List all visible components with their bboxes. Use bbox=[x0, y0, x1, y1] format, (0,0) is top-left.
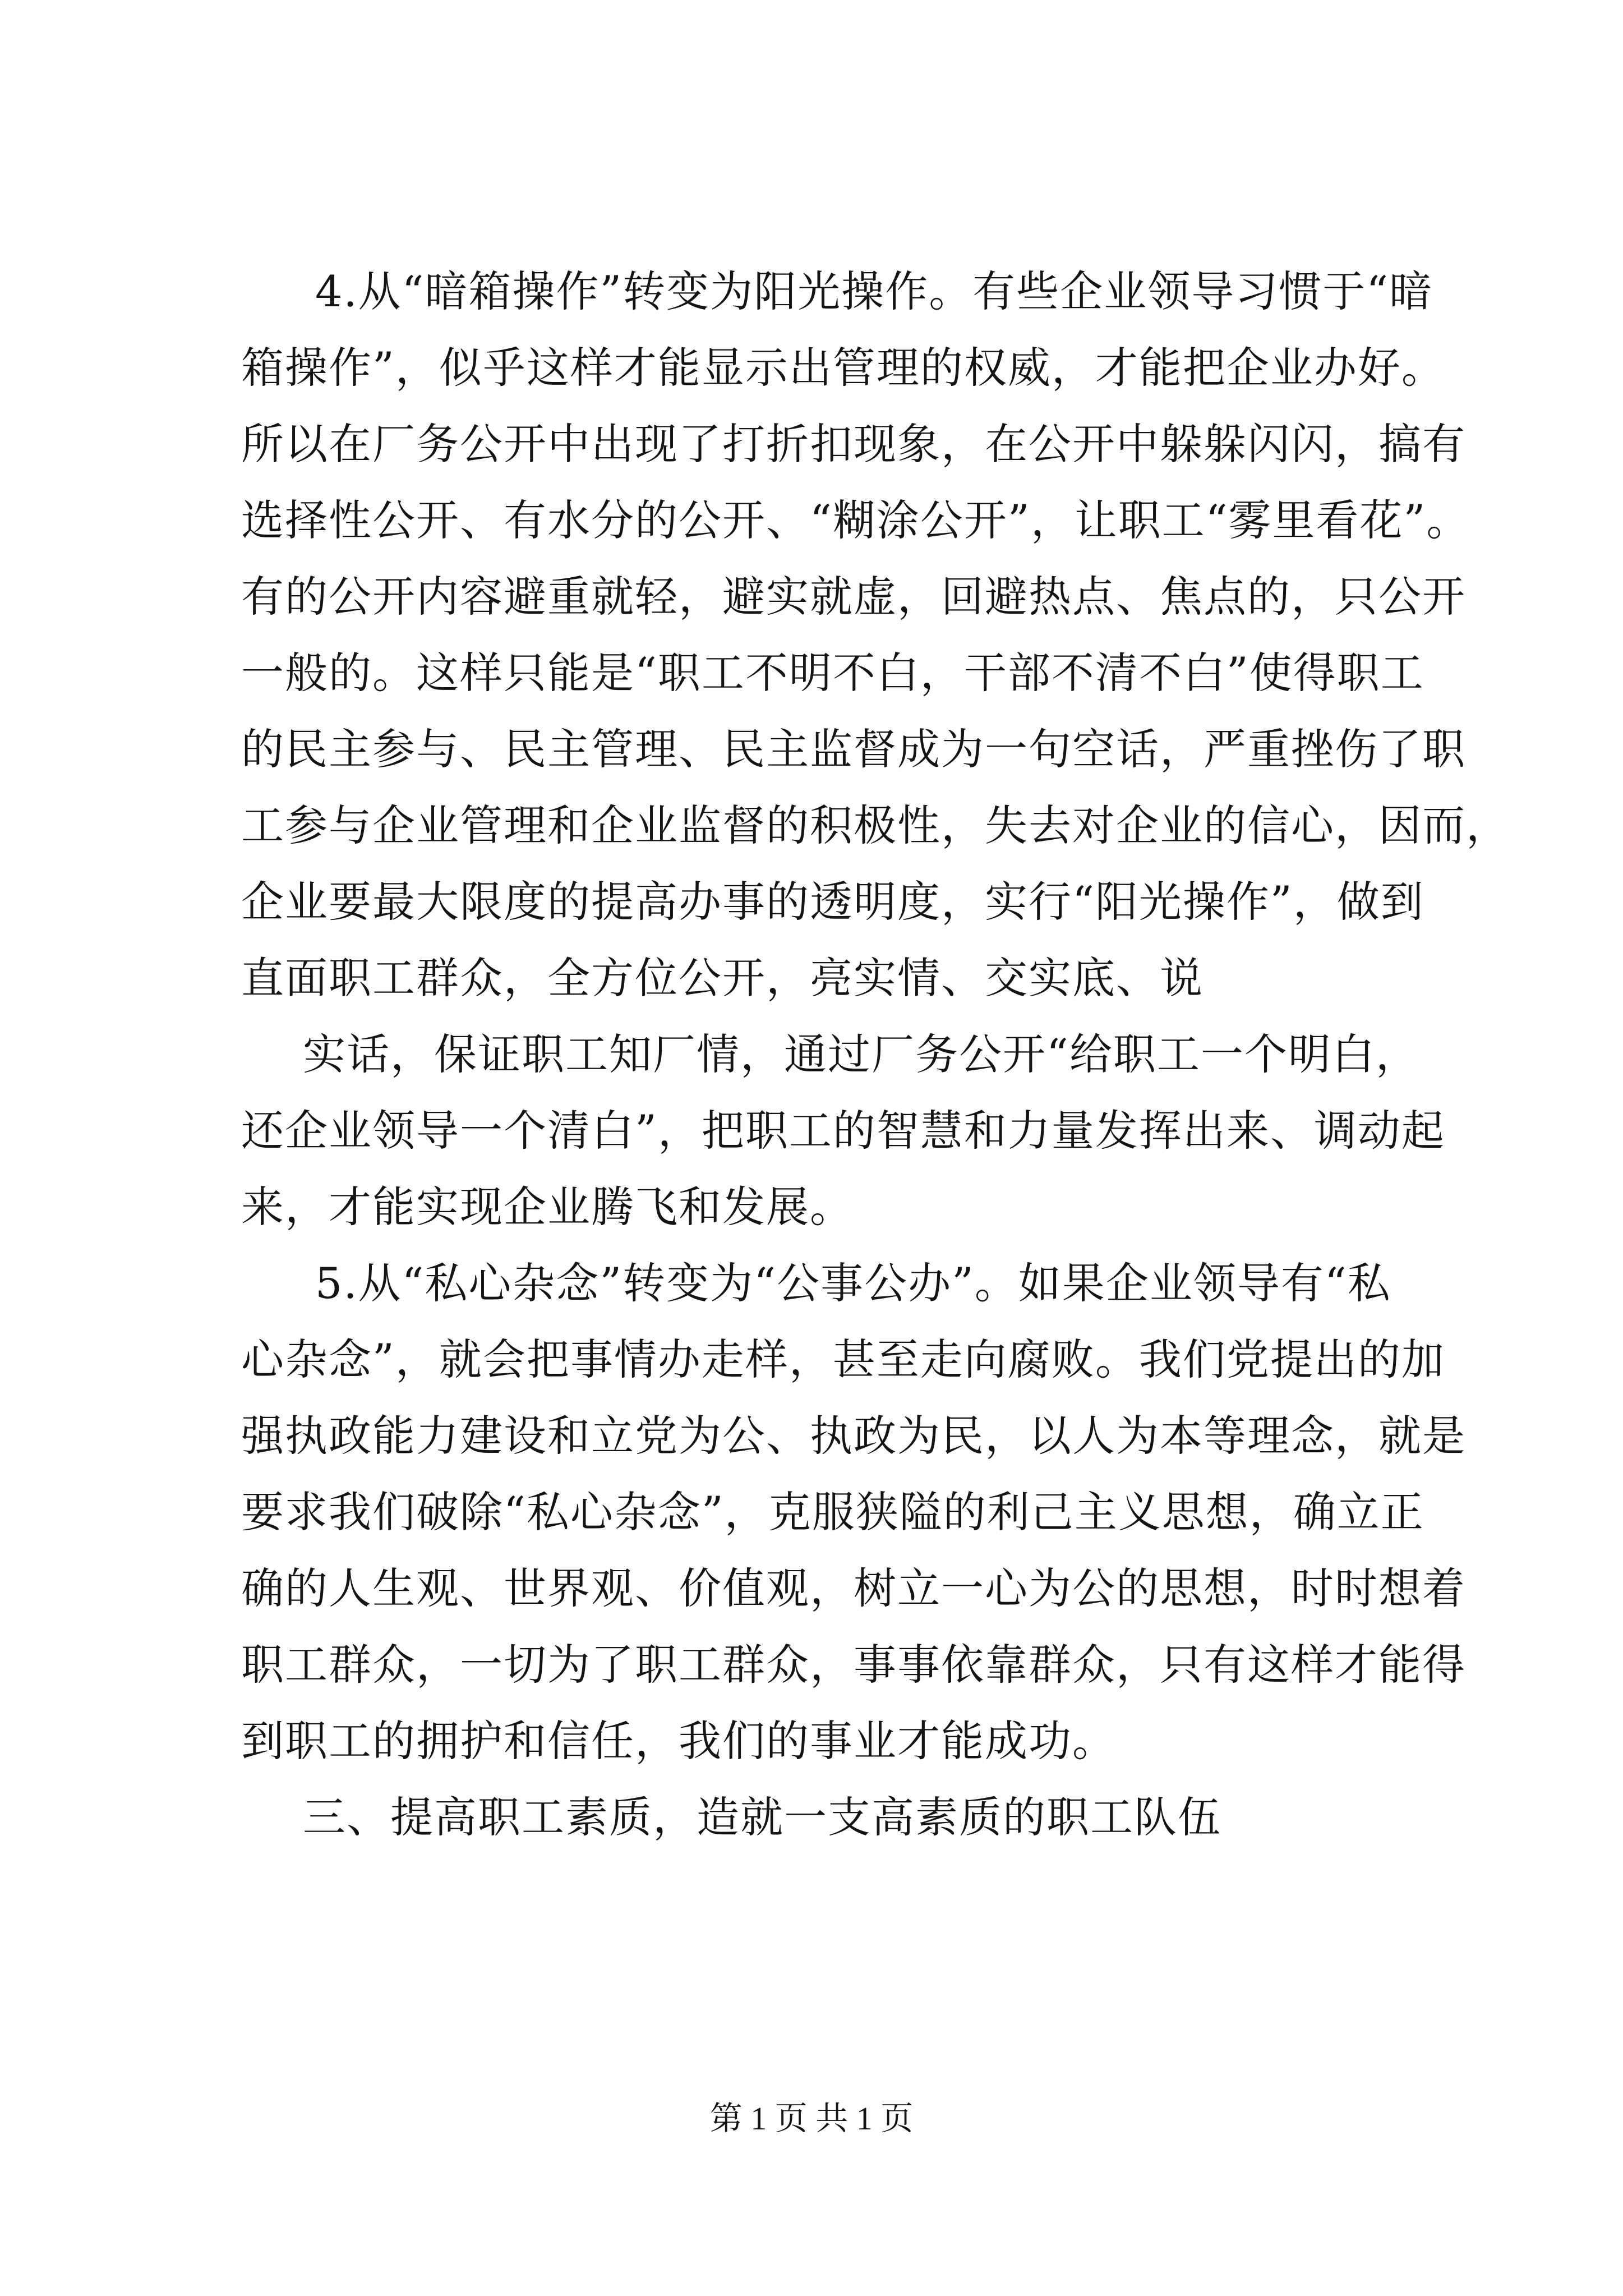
text-line: 到职工的拥护和信任，我们的事业才能成功。 bbox=[241, 1716, 1116, 1766]
text-line: 心杂念”，就会把事情办走样，甚至走向腐败。我们党提出的加 bbox=[241, 1335, 1445, 1384]
text-line: 企业要最大限度的提高办事的透明度，实行“阳光操作”，做到 bbox=[241, 877, 1424, 927]
text-line: 强执政能力建设和立党为公、执政为民，以人为本等理念，就是 bbox=[241, 1411, 1466, 1461]
text-line: 实话，保证职工知厂情，通过厂务公开“给职工一个明白， bbox=[303, 1029, 1419, 1079]
text-line: 一般的。这样只能是“职工不明不白，干部不清不白”使得职工 bbox=[241, 648, 1424, 698]
text-line: 的民主参与、民主管理、民主监督成为一句空话，严重挫伤了职 bbox=[241, 724, 1466, 774]
text-line: 还企业领导一个清白”，把职工的智慧和力量发挥出来、调动起 bbox=[241, 1106, 1445, 1156]
text-line: 确的人生观、世界观、价值观，树立一心为公的思想，时时想着 bbox=[241, 1563, 1466, 1613]
text-line: 直面职工群众，全方位公开，亮实情、交实底、说 bbox=[241, 953, 1204, 1003]
text-line: 有的公开内容避重就轻，避实就虚，回避热点、焦点的，只公开 bbox=[241, 572, 1466, 622]
text-line: 5.从“私心杂念”转变为“公事公办”。如果企业领导有“私 bbox=[315, 1258, 1391, 1308]
section-heading: 三、提高职工素质，造就一支高素质的职工队伍 bbox=[303, 1792, 1221, 1842]
text-line: 所以在厂务公开中出现了打折扣现象，在公开中躲躲闪闪，搞有 bbox=[241, 419, 1466, 469]
text-line: 箱操作”，似乎这样才能显示出管理的权威，才能把企业办好。 bbox=[241, 343, 1445, 393]
text-line: 选择性公开、有水分的公开、“糊涂公开”，让职工“雾里看花”。 bbox=[241, 495, 1470, 545]
page-number-footer: 第 1 页 共 1 页 bbox=[709, 2100, 914, 2137]
text-line: 职工群众，一切为了职工群众，事事依靠群众，只有这样才能得 bbox=[241, 1640, 1466, 1690]
text-line: 要求我们破除“私心杂念”，克服狭隘的利己主义思想，确立正 bbox=[241, 1487, 1424, 1537]
text-line: 工参与企业管理和企业监督的积极性，失去对企业的信心，因而， bbox=[241, 800, 1510, 850]
text-line: 来，才能实现企业腾飞和发展。 bbox=[241, 1182, 854, 1232]
text-line: 4.从“暗箱操作”转变为阳光操作。有些企业领导习惯于“暗 bbox=[315, 266, 1433, 316]
